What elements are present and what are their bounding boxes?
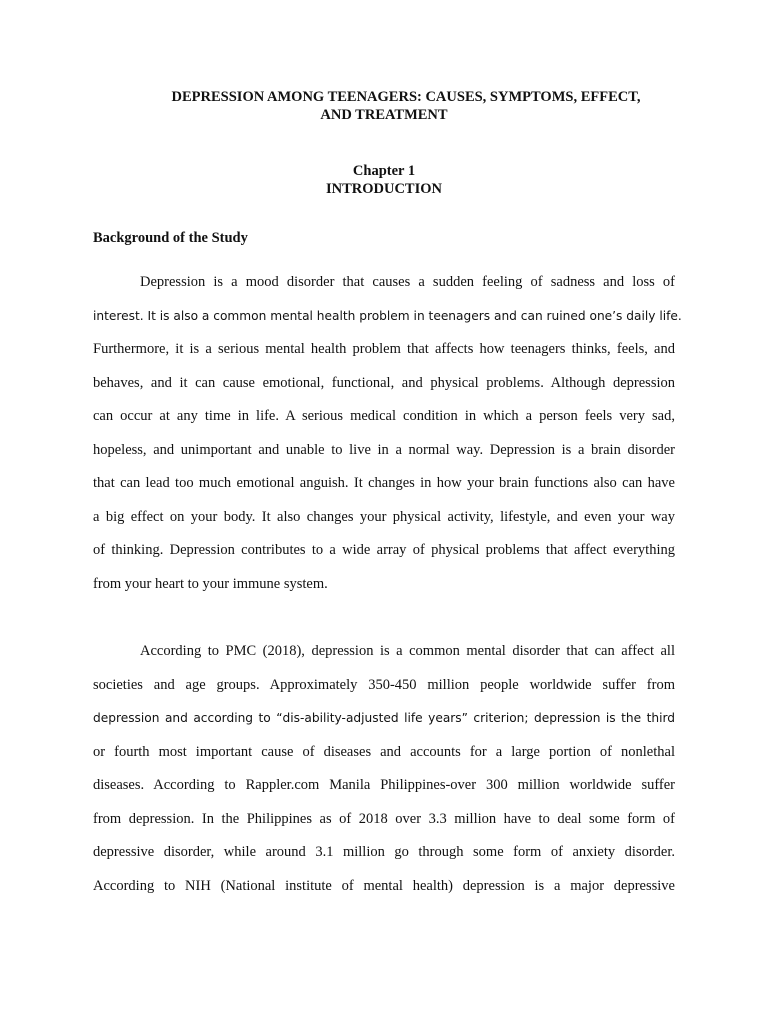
paragraph-line: that can lead too much emotional anguish. It changes in how your brain functions also can have [93,475,675,491]
paragraph-line: a big effect on your body. It also changes your physical activity, lifestyle, and even your way [93,508,675,525]
paragraph-line: from depression. In the Philippines as of 2018 over 3.3 million have to deal some form of [93,810,675,827]
paragraph-line: from your heart to your immune system. [93,575,328,592]
document-title [0,88,768,124]
paragraph-line: of thinking. Depression contributes to a wide array of physical problems that affect everything [93,542,675,558]
paragraph-line: According to NIH (National institute of mental health) depression is a major depressive [93,877,675,894]
paragraph-line: or fourth most important cause of diseases and accounts for a large portion of nonlethal [93,743,675,760]
chapter-number: Chapter 1 [352,163,416,179]
paragraph-line: diseases. According to Rappler.com Manila Philippines-over 300 million worldwide suffer [93,777,675,793]
section-heading: Background of the Study [93,230,248,246]
title-line-2: AND TREATMENT [320,107,448,123]
title-line-1: DEPRESSION AMONG TEENAGERS: CAUSES, SYMPTOMS, EFFECT, [171,89,641,105]
paragraph-line: depressive disorder, while around 3.1 million go through some form of anxiety disorder. [93,844,675,860]
paragraph-line: interest. It is also a common mental health problem in teenagers and can ruined one’s daily life. [93,308,682,323]
paragraph-line: Depression is a mood disorder that causes a sudden feeling of sadness and loss of [140,274,675,290]
paragraph-2 [93,642,675,910]
paragraph-line: According to PMC (2018), depression is a common mental disorder that can affect all [140,643,675,659]
paragraph-line: hopeless, and unimportant and unable to live in a normal way. Depression is a brain disorder [93,441,675,458]
paragraph-line: Furthermore, it is a serious mental health problem that affects how teenagers thinks, feels, and [93,341,675,357]
paragraph-1 [93,273,682,608]
chapter-title: INTRODUCTION [325,181,442,197]
paragraph-line: depression and according to “dis-ability-adjusted life years” criterion; depression is the third [93,711,675,725]
chapter-heading [0,162,768,198]
paragraph-line: societies and age groups. Approximately 350-450 million people worldwide suffer from [93,676,675,693]
paragraph-line: behaves, and it can cause emotional, functional, and physical problems. Although depression [93,374,675,391]
paragraph-line: can occur at any time in life. A serious medical condition in which a person feels very sad, [93,408,675,424]
